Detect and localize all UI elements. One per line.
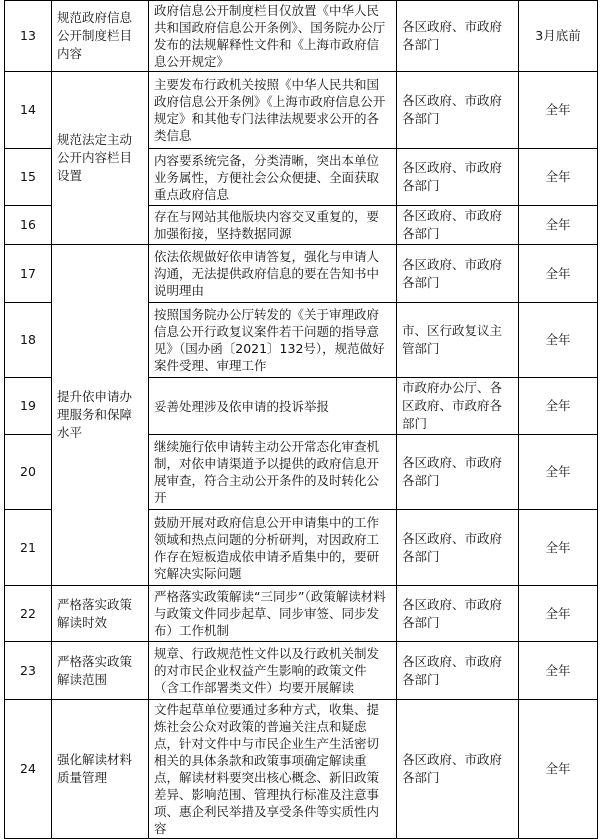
- deadline-cell: 全年: [519, 378, 598, 435]
- responsible-cell: 市政府办公厅、各区政府、市政府各部门: [397, 378, 519, 435]
- description-cell: 政府信息公开制度栏目仅放置《中华人民共和国政府信息公开条例》、国务院办公厅发布的法规解释性文件和《上海市政府信息公开规定》: [149, 1, 397, 72]
- responsible-cell: 各区政府、市政府各部门: [397, 510, 519, 586]
- table-row: [5, 700, 598, 839]
- row-number: 18: [5, 303, 52, 378]
- row-number: 16: [5, 206, 52, 245]
- table-row: [5, 1, 598, 72]
- row-number: 15: [5, 149, 52, 206]
- row-number: 21: [5, 510, 52, 586]
- deadline-cell: 全年: [519, 642, 598, 700]
- row-number: 23: [5, 642, 52, 700]
- description-cell: 严格落实政策解读“三同步”（政策解读材料与政策文件同步起草、同步审签、同步发布）工作机制: [149, 586, 397, 642]
- responsible-cell: 各区政府、市政府各部门: [397, 700, 519, 839]
- deadline-cell: 全年: [519, 435, 598, 510]
- deadline-cell: 3月底前: [519, 1, 598, 72]
- category-cell: 规范法定主动公开内容栏目设置: [52, 72, 149, 245]
- description-cell: 鼓励开展对政府信息公开申请集中的工作领域和热点问题的分析研判，对因政府工作存在短板造成依申请矛盾集中的，要研究解决实际问题: [149, 510, 397, 586]
- row-number: 13: [5, 1, 52, 72]
- description-cell: 妥善处理涉及依申请的投诉举报: [149, 378, 397, 435]
- responsible-cell: 各区政府、市政府各部门: [397, 1, 519, 72]
- deadline-cell: 全年: [519, 700, 598, 839]
- category-cell: 强化解读材料质量管理: [52, 700, 149, 839]
- deadline-cell: 全年: [519, 303, 598, 378]
- responsible-cell: 各区政府、市政府各部门: [397, 435, 519, 510]
- description-cell: 依法依规做好依申请答复，强化与申请人沟通，无法提供政府信息的要在告知书中说明理由: [149, 245, 397, 303]
- description-cell: 按照国务院办公厅转发的《关于审理政府信息公开行政复议案件若干问题的指导意见》（国办函〔2021〕132号），规范做好案件受理、审理工作: [149, 303, 397, 378]
- table-row: [5, 72, 598, 149]
- responsible-cell: 各区政府、市政府各部门: [397, 642, 519, 700]
- table-row: [5, 586, 598, 642]
- deadline-cell: 全年: [519, 510, 598, 586]
- description-cell: 内容要系统完备，分类清晰，突出本单位业务属性，方便社会公众便捷、全面获取重点政府信息: [149, 149, 397, 206]
- category-cell: 提升依申请办理服务和保障水平: [52, 245, 149, 586]
- row-number: 17: [5, 245, 52, 303]
- description-cell: 规章、行政规范性文件以及行政机关制发的对市民企业权益产生影响的政策文件（含工作部署类文件）均要开展解读: [149, 642, 397, 700]
- description-cell: 继续施行依申请转主动公开常态化审查机制，对依申请渠道予以提供的政府信息开展审查，符合主动公开条件的及时转化公开: [149, 435, 397, 510]
- deadline-cell: 全年: [519, 245, 598, 303]
- responsible-cell: 各区政府、市政府各部门: [397, 245, 519, 303]
- description-cell: 存在与网站其他版块内容交叉重复的，要加强衔接，坚持数据同源: [149, 206, 397, 245]
- row-number: 20: [5, 435, 52, 510]
- category-cell: 严格落实政策解读时效: [52, 586, 149, 642]
- responsible-cell: 各区政府、市政府各部门: [397, 72, 519, 149]
- description-cell: 文件起草单位要通过多种方式，收集、提炼社会公众对政策的普遍关注点和疑虑点，针对文件中与市民企业生产生活密切相关的具体条款和政策事项确定解读重点，解读材料要突出核心概念、新旧政策差异、影响范围、管理执行标准及注意事项、惠企利民举措及享受条件等实质性内容: [149, 700, 397, 839]
- category-cell: 严格落实政策解读范围: [52, 642, 149, 700]
- row-number: 19: [5, 378, 52, 435]
- responsible-cell: 各区政府、市政府各部门: [397, 149, 519, 206]
- responsible-cell: 市、区行政复议主管部门: [397, 303, 519, 378]
- deadline-cell: 全年: [519, 586, 598, 642]
- table-row: [5, 642, 598, 700]
- table-row: [5, 245, 598, 303]
- deadline-cell: 全年: [519, 72, 598, 149]
- deadline-cell: 全年: [519, 206, 598, 245]
- responsible-cell: 各区政府、市政府各部门: [397, 586, 519, 642]
- responsible-cell: 各区政府、市政府各部门: [397, 206, 519, 245]
- row-number: 24: [5, 700, 52, 839]
- task-table: [4, 0, 598, 839]
- description-cell: 主要发布行政机关按照《中华人民共和国政府信息公开条例》《上海市政府信息公开规定》和其他专门法律法规要求公开的各类信息: [149, 72, 397, 149]
- row-number: 22: [5, 586, 52, 642]
- row-number: 14: [5, 72, 52, 149]
- category-cell: 规范政府信息公开制度栏目内容: [52, 1, 149, 72]
- deadline-cell: 全年: [519, 149, 598, 206]
